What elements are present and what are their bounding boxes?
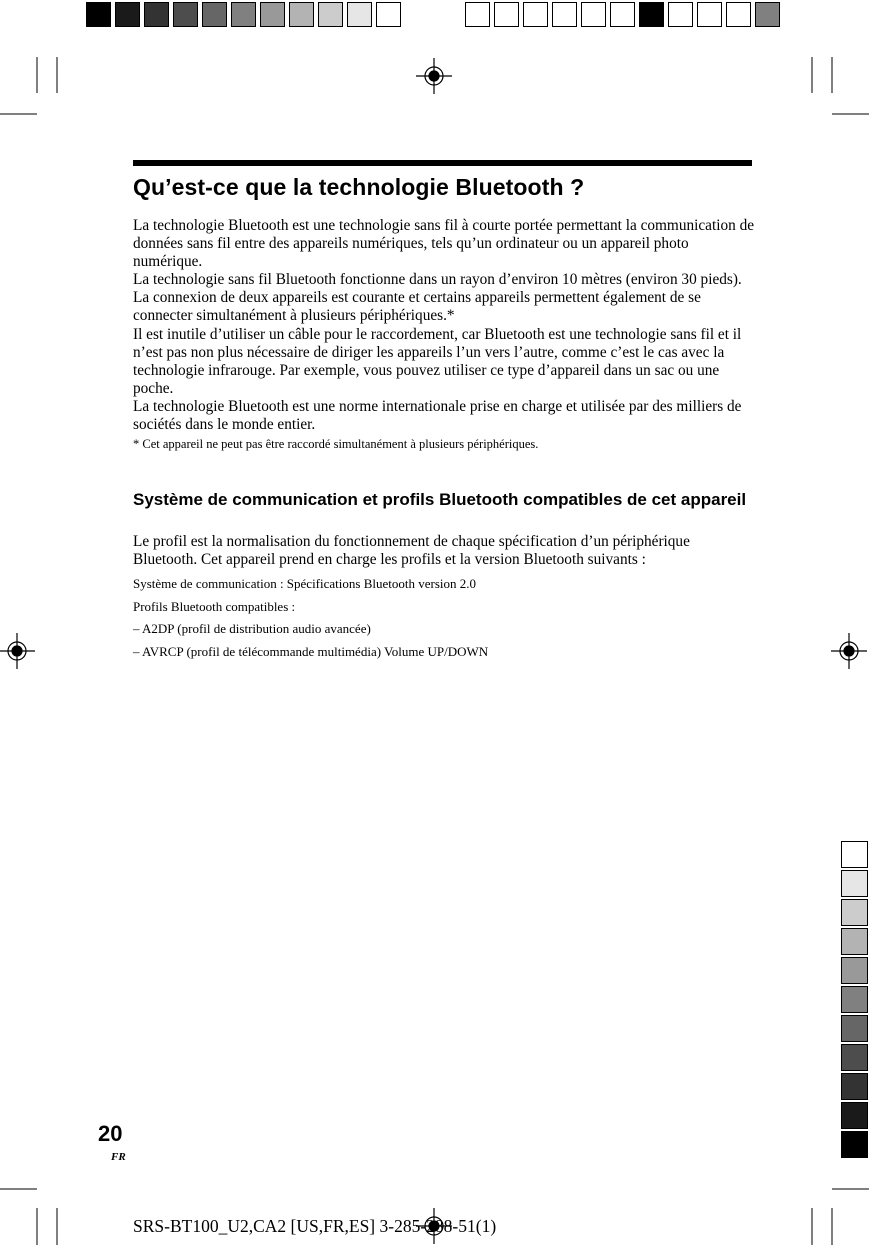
profiles-label: Profils Bluetooth compatibles : (133, 599, 296, 614)
section2-title: Système de communication et profils Bluetooth compatibles de cet appareil (133, 490, 747, 509)
page-number: 20 (98, 1121, 123, 1146)
registration-mark-left (0, 633, 35, 669)
registration-mark-top (416, 58, 452, 94)
footer-code: SRS-BT100_U2,CA2 [US,FR,ES] 3-285-288-51(1) (133, 1216, 497, 1236)
section1-title: Qu’est-ce que la technologie Bluetooth ? (133, 174, 585, 200)
section1-paragraph-1: La technologie Bluetooth est une technologie sans fil à courte portée permettant la communication de données sans fil entre des appareils numériques, tels qu’un ordinateur ou un appareil photo numérique. (133, 217, 755, 271)
section1-paragraph-2: La technologie sans fil Bluetooth fonctionne dans un rayon d’environ 10 mètres (environ 30 pieds). La connexion de deux appareils est courante et certains appareils permettent également de se connecter simultanément à plusieurs périphériques.* (133, 271, 742, 325)
section1-paragraph-4: La technologie Bluetooth est une norme internationale prise en charge et utilisée par des milliers de sociétés dans le monde entier. (133, 397, 742, 434)
section2-paragraph: Le profil est la normalisation du fonctionnement de chaque spécification d’un périphérique Bluetooth. Cet appareil prend en charge les profils et la version Bluetooth suivants : (133, 533, 690, 569)
profile-item-avrcp: – AVRCP (profil de télécommande multimédia) Volume UP/DOWN (133, 644, 489, 659)
registration-mark-right (831, 633, 867, 669)
system-line: Système de communication : Spécifications Bluetooth version 2.0 (133, 576, 476, 591)
title-rule (133, 160, 752, 166)
language-code: FR (111, 1151, 126, 1163)
section1-paragraph-3: Il est inutile d’utiliser un câble pour le raccordement, car Bluetooth est une technologie sans fil et il n’est pas non plus nécessaire de diriger les appareils l’un vers l’autre, comme c’est le cas avec la technologie infrarouge. Par exemple, vous pouvez utiliser ce type d’appareil dans un sac ou une poche. (133, 325, 742, 397)
section1-body (133, 217, 755, 434)
section1-footnote: * Cet appareil ne peut pas être raccordé simultanément à plusieurs périphériques. (133, 437, 539, 451)
section2-body (133, 533, 755, 569)
profile-item-a2dp: – A2DP (profil de distribution audio avancée) (133, 621, 371, 636)
